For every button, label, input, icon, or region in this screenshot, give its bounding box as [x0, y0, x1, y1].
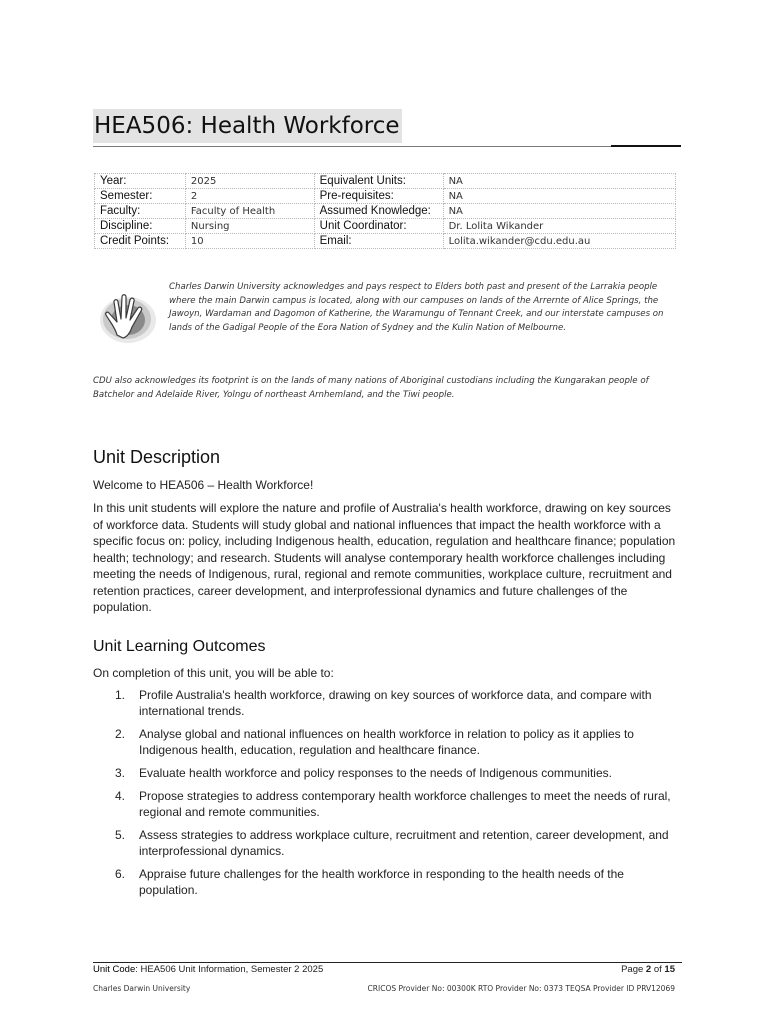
- outcome-text: Analyse global and national influences on health workforce in relation to policy as it applies to Indigenous health, education, regulation and healthcare finance.: [139, 727, 634, 757]
- outcome-number: 2.: [115, 727, 126, 741]
- unit-coordinator-label: Unit Coordinator:: [314, 219, 443, 234]
- list-item: [93, 687, 683, 719]
- year-value: 2025: [185, 174, 314, 189]
- table-row: [95, 174, 676, 189]
- learning-outcomes-list: [93, 687, 683, 905]
- discipline-label: Discipline:: [95, 219, 186, 234]
- page-word: Page: [621, 964, 646, 975]
- assumed-knowledge-value: NA: [443, 204, 675, 219]
- list-item: [93, 788, 683, 820]
- unit-description-body: In this unit students will explore the nature and profile of Australia's health workforce, drawing on key sources of workforce data. Students will study global and national influences that impact the health workforce with a specific focus on: policy, including Indigenous health, education, regulation and healthcare finance; population health; technology; and research. Students will analyse contemporary health workforce challenges including meeting the needs of Indigenous, rural, regional and remote communities, workplace culture, recruitment and retention practices, career development, and interprofessional dynamics and future challenges of the population.: [93, 501, 676, 614]
- prerequisites-label: Pre-requisites:: [314, 189, 443, 204]
- year-label: Year:: [95, 174, 186, 189]
- unit-code-label: Unit Code: [93, 964, 136, 975]
- credit-points-label: Credit Points:: [95, 234, 186, 249]
- unit-coordinator-value: Dr. Lolita Wikander: [443, 219, 675, 234]
- unit-description-welcome: Welcome to HEA506 – Health Workforce!: [93, 478, 314, 492]
- outcome-text: Assess strategies to address workplace culture, recruitment and retention, career development, and interprofessional dynamics.: [139, 828, 669, 858]
- assumed-knowledge-label: Assumed Knowledge:: [314, 204, 443, 219]
- page-current: 2: [645, 964, 652, 975]
- faculty-value: Faculty of Health: [185, 204, 314, 219]
- outcome-text: Evaluate health workforce and policy responses to the needs of Indigenous communities.: [139, 766, 612, 780]
- acknowledgement-hand-icon: [97, 289, 159, 345]
- semester-label: Semester:: [95, 189, 186, 204]
- outcome-number: 1.: [115, 688, 126, 702]
- outcome-number: 5.: [115, 828, 126, 842]
- footer-divider: [93, 962, 682, 963]
- page-total: 15: [664, 964, 675, 975]
- list-item: [93, 726, 683, 758]
- title-underline-accent: [611, 145, 681, 147]
- unit-code-text: : HEA506 Unit Information, Semester 2 2025: [135, 964, 324, 975]
- unit-info-table: [94, 173, 676, 249]
- outcome-number: 6.: [115, 867, 126, 881]
- table-row: [95, 234, 676, 249]
- semester-value: 2: [185, 189, 314, 204]
- footer-page-number: [621, 964, 675, 975]
- footer-university-name: Charles Darwin University: [93, 984, 191, 993]
- footprint-acknowledgement-text: CDU also acknowledges its footprint is on the lands of many nations of Aboriginal custodians including the Kungarakan people of Batchelor and Adelaide River, Yolngu of northeast Arnhemland, and the Tiwi people.: [93, 376, 649, 400]
- page-of: of: [651, 964, 665, 975]
- equivalent-units-value: NA: [443, 174, 675, 189]
- credit-points-value: 10: [185, 234, 314, 249]
- footer-provider-info: CRICOS Provider No: 00300K RTO Provider No: 0373 TEQSA Provider ID PRV12069: [367, 984, 675, 993]
- table-row: [95, 219, 676, 234]
- faculty-label: Faculty:: [95, 204, 186, 219]
- outcome-number: 4.: [115, 789, 126, 803]
- prerequisites-value: NA: [443, 189, 675, 204]
- outcome-text: Profile Australia's health workforce, drawing on key sources of workforce data, and compare with international trends.: [139, 688, 652, 718]
- table-row: [95, 204, 676, 219]
- list-item: [93, 866, 683, 898]
- footer-unit-code: [93, 964, 323, 975]
- list-item: [93, 765, 683, 781]
- discipline-value: Nursing: [185, 219, 314, 234]
- page-title: HEA506: Health Workforce: [93, 109, 402, 143]
- email-label: Email:: [314, 234, 443, 249]
- outcome-text: Propose strategies to address contemporary health workforce challenges to meet the needs of rural, regional and remote communities.: [139, 789, 671, 819]
- outcome-text: Appraise future challenges for the health workforce in responding to the health needs of the population.: [139, 867, 624, 897]
- outcome-number: 3.: [115, 766, 126, 780]
- learning-outcomes-intro: On completion of this unit, you will be able to:: [93, 666, 334, 680]
- email-value[interactable]: Lolita.wikander@cdu.edu.au: [443, 234, 675, 249]
- table-row: [95, 189, 676, 204]
- unit-description-heading: Unit Description: [93, 447, 221, 467]
- learning-outcomes-heading: Unit Learning Outcomes: [93, 638, 266, 655]
- acknowledgement-text: Charles Darwin University acknowledges and pays respect to Elders both past and present of the Larrakia people where the main Darwin campus is located, along with our campuses on lands of the Arrernte of Alice Springs, the Jawoyn, Wardaman and Dagomon of Katherine, the Waramungu of Tennant Creek, and our interstate campuses on lands of the Gadigal People of the Eora Nation of Sydney and the Kulin Nation of Melbourne.: [169, 282, 664, 333]
- title-block: [93, 109, 681, 147]
- equivalent-units-label: Equivalent Units:: [314, 174, 443, 189]
- list-item: [93, 827, 683, 859]
